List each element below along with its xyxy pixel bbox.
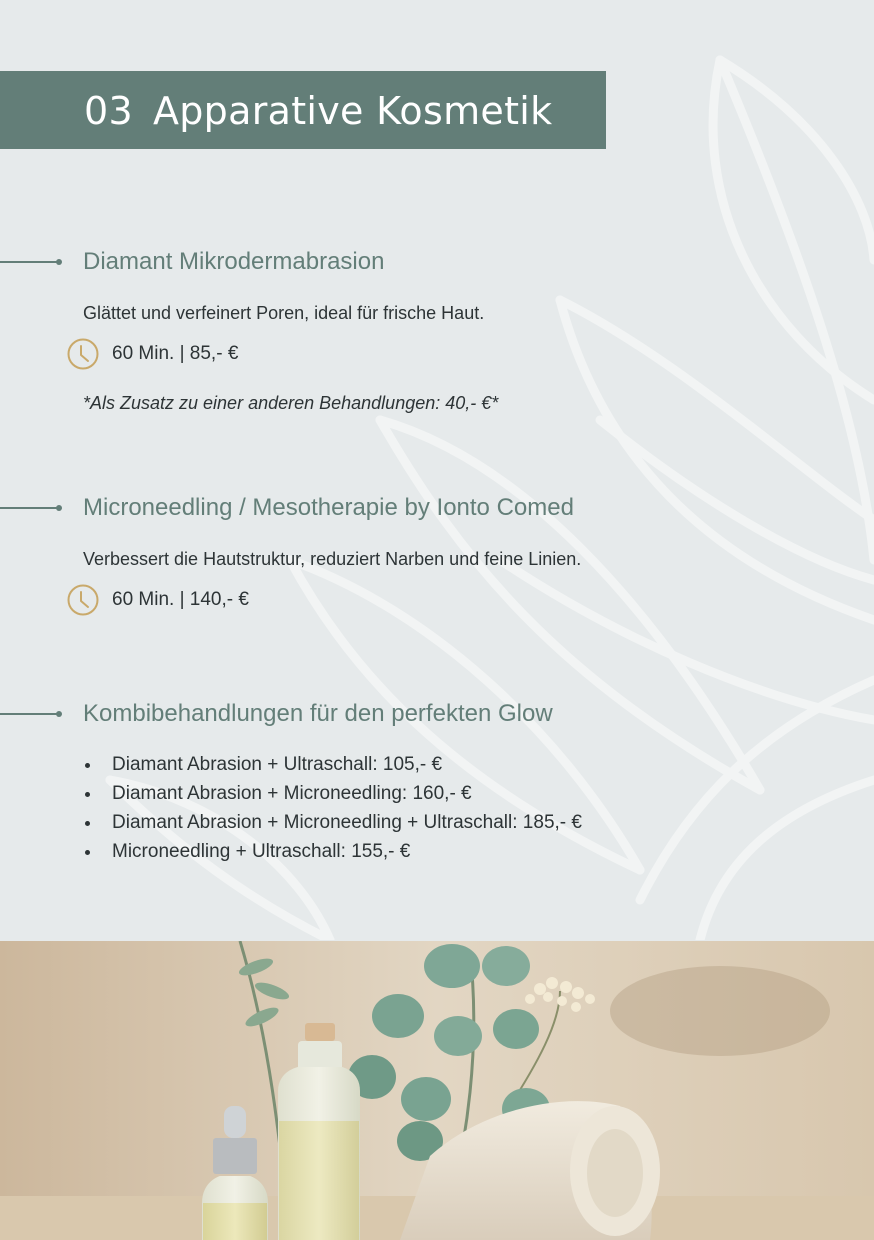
service-heading: Diamant Mikrodermabrasion — [83, 248, 385, 275]
heading-rule — [0, 507, 58, 509]
service-heading: Microneedling / Mesotherapie by Ionto Comed — [83, 494, 574, 521]
combo-item: Diamant Abrasion + Microneedling + Ultraschall: 185,- € — [83, 808, 582, 837]
combo-item: Microneedling + Ultraschall: 155,- € — [83, 837, 582, 866]
page-title — [84, 88, 552, 134]
clock-icon — [66, 337, 100, 371]
heading-dot — [56, 505, 62, 511]
spa-photo — [0, 941, 874, 1240]
service-description: Glättet und verfeinert Poren, ideal für frische Haut. — [83, 303, 485, 323]
combo-item: Diamant Abrasion + Microneedling: 160,- € — [83, 779, 582, 808]
clock-icon — [66, 583, 100, 617]
service-note: *Als Zusatz zu einer anderen Behandlungen: 40,- €* — [83, 393, 499, 413]
heading-dot — [56, 259, 62, 265]
combo-list — [83, 750, 582, 866]
heading-rule — [0, 713, 58, 715]
section-title: Apparative Kosmetik — [152, 89, 553, 133]
service-description: Verbessert die Hautstruktur, reduziert Narben und feine Linien. — [83, 549, 582, 569]
section-number: 03 — [84, 89, 133, 133]
combo-heading: Kombibehandlungen für den perfekten Glow — [83, 700, 553, 727]
combo-item: Diamant Abrasion + Ultraschall: 105,- € — [83, 750, 582, 779]
heading-dot — [56, 711, 62, 717]
service-price: 60 Min. | 85,- € — [112, 343, 239, 364]
heading-rule — [0, 261, 58, 263]
service-price: 60 Min. | 140,- € — [112, 589, 249, 610]
